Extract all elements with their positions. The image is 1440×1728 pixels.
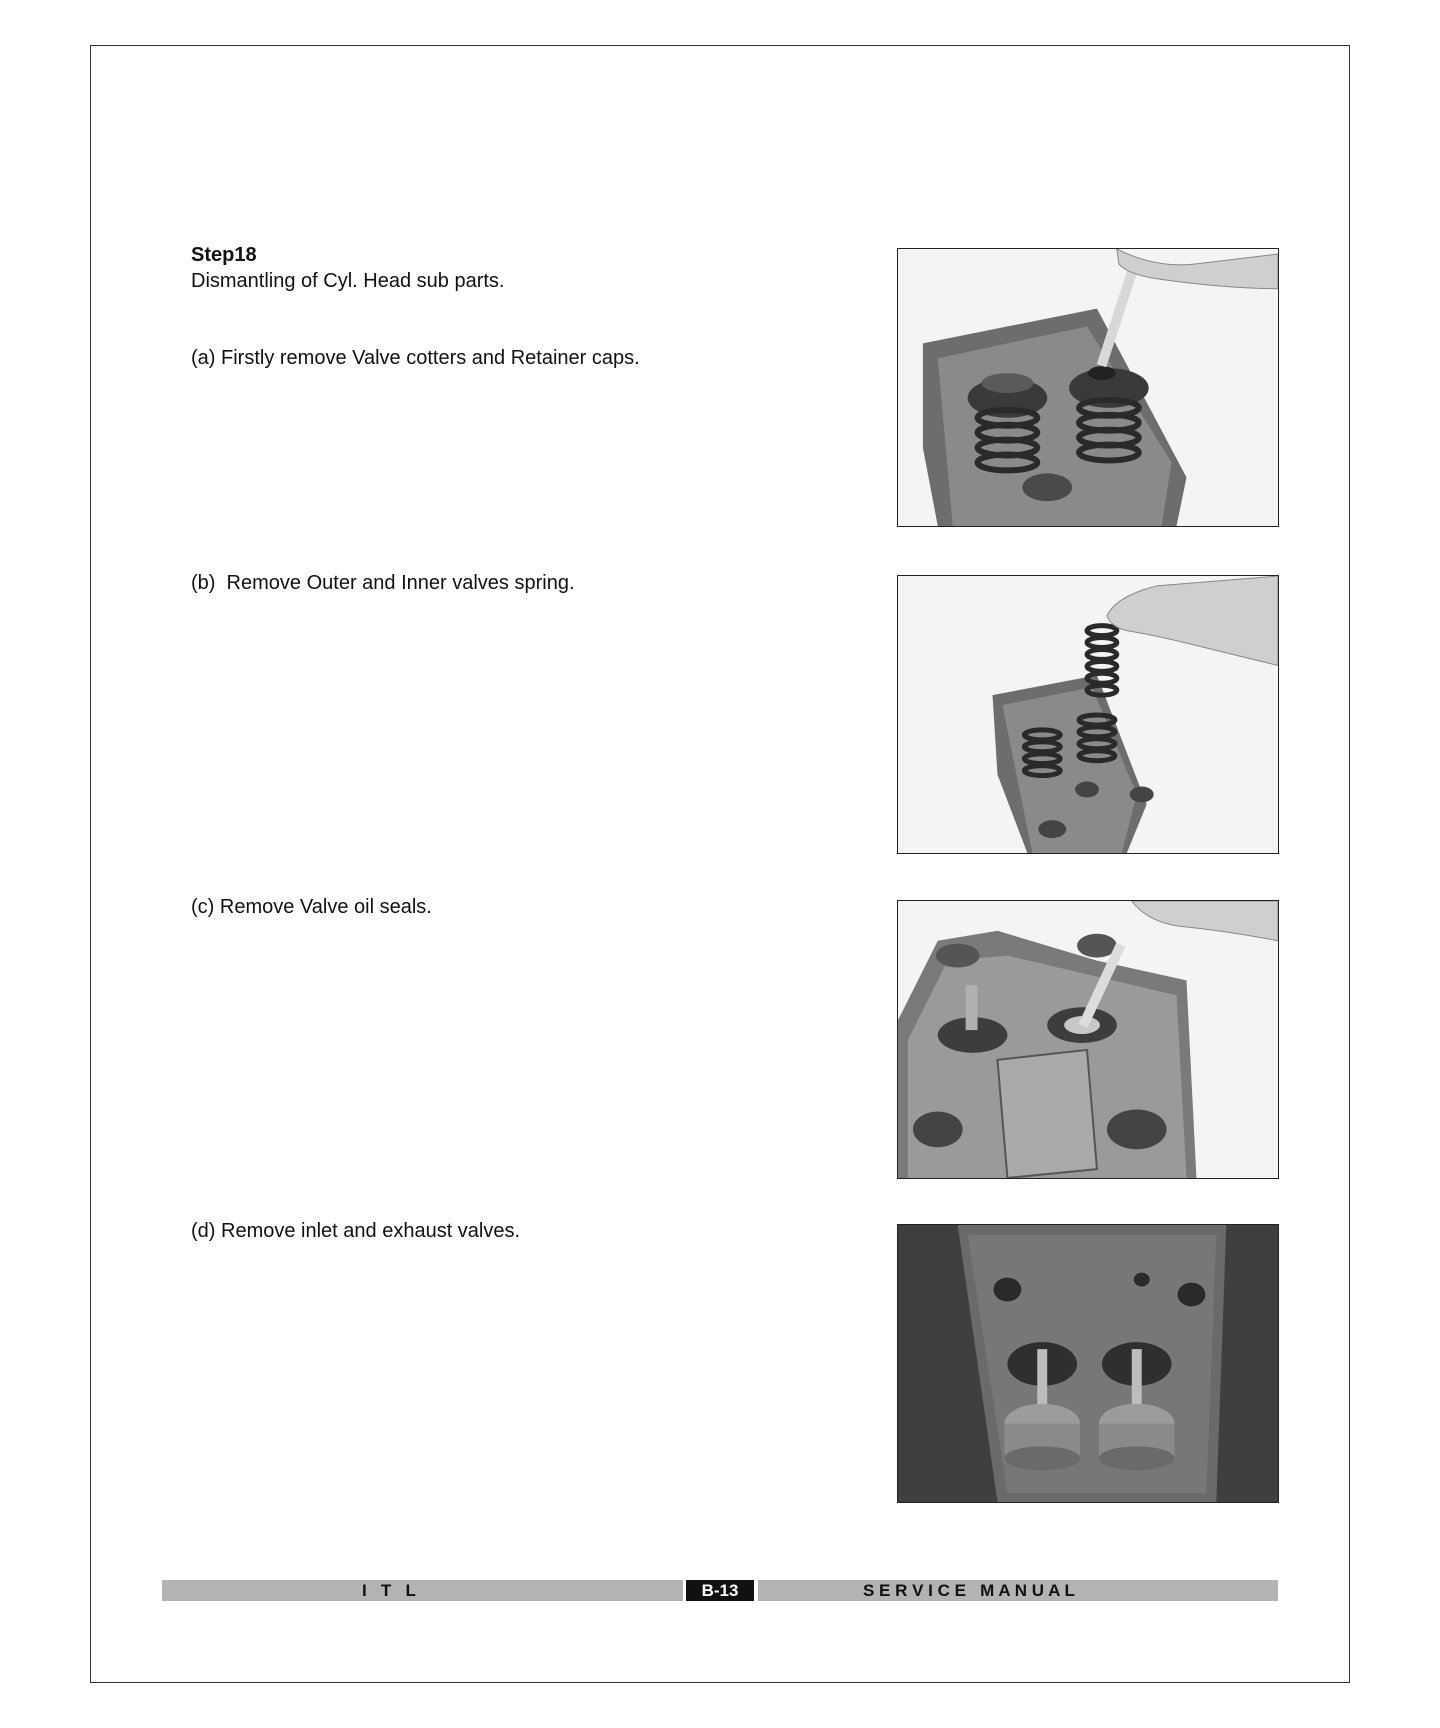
footer-manual-title: S E R V I C E M A N U A L [863, 1581, 1075, 1600]
page-number-badge: B-13 [686, 1580, 754, 1601]
footer-right-bar [758, 1580, 1278, 1601]
valve-cotter-removal-photo [897, 248, 1279, 527]
valve-removal-photo [897, 1224, 1279, 1503]
valve-spring-removal-photo [897, 575, 1279, 854]
step-subtitle: Dismantling of Cyl. Head sub parts. [191, 270, 505, 292]
footer-brand: I T L [362, 1581, 416, 1600]
step-heading: Step18 [191, 244, 257, 266]
footer-left-bar [162, 1580, 683, 1601]
instruction-d: (d) Remove inlet and exhaust valves. [191, 1220, 521, 1242]
instruction-c: (c) Remove Valve oil seals. [191, 896, 432, 918]
instruction-a: (a) Firstly remove Valve cotters and Retainer caps. [191, 347, 640, 369]
instruction-b: (b) Remove Outer and Inner valves spring. [191, 572, 575, 594]
valve-oil-seal-removal-photo [897, 900, 1279, 1179]
